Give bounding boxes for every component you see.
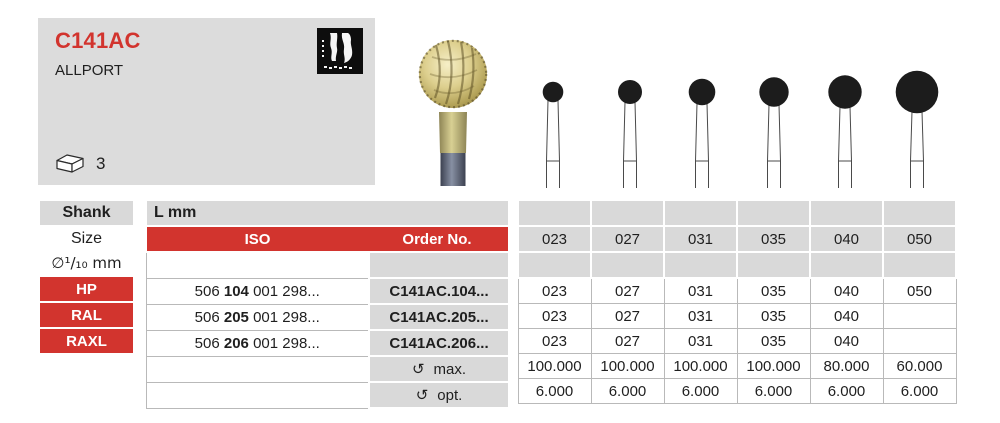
table-row-raxl-sizes <box>518 329 956 354</box>
max-speed-value: 100.000 <box>591 354 664 379</box>
max-speed-value: 100.000 <box>737 354 810 379</box>
bur-silhouette <box>759 77 788 188</box>
size-header: 027 <box>591 226 664 252</box>
speed-opt-label-cell <box>369 382 509 408</box>
iso-number-ral: 506 205 001 298... <box>146 304 369 330</box>
iso-header: ISO <box>244 230 271 248</box>
table-row-hp-sizes <box>518 278 956 304</box>
shank-header: Shank <box>39 200 134 226</box>
table-row-max-speed <box>518 354 956 379</box>
size-header: 031 <box>664 226 737 252</box>
table-row-opt-speed <box>518 379 956 404</box>
table-row <box>518 226 956 252</box>
table-row-ral-sizes <box>518 304 956 329</box>
size-values-table <box>517 199 957 404</box>
order-empty-cell <box>369 252 509 278</box>
size-value: 031 <box>664 329 737 354</box>
iso-number-raxl: 506 206 001 298... <box>146 330 369 356</box>
size-value: 031 <box>664 304 737 329</box>
product-name: ALLPORT <box>55 62 124 79</box>
size-value: 050 <box>883 278 956 304</box>
size-value: 040 <box>810 329 883 354</box>
size-header: 040 <box>810 226 883 252</box>
pack-quantity-row <box>55 152 105 175</box>
size-header: 035 <box>737 226 810 252</box>
table-row <box>518 200 956 226</box>
rotation-icon: ↺ <box>415 386 429 404</box>
size-value: 027 <box>591 278 664 304</box>
product-code: C141AC <box>55 28 141 53</box>
bur-silhouette <box>618 80 642 188</box>
size-value: 040 <box>810 278 883 304</box>
bur-silhouette <box>689 79 716 188</box>
bur-silhouette <box>543 82 564 188</box>
shank-header-table <box>38 199 135 355</box>
red-header-bar <box>146 226 509 252</box>
size-value: 035 <box>737 278 810 304</box>
rotation-icon: ↺ <box>411 360 425 378</box>
product-photo <box>408 12 498 188</box>
iso-order-table <box>145 199 510 409</box>
size-value: 023 <box>518 304 591 329</box>
max-speed-value: 60.000 <box>883 354 956 379</box>
order-no-ral: C141AC.205... <box>369 304 509 330</box>
iso-number-hp: 506 104 001 298... <box>146 278 369 304</box>
size-value: 035 <box>737 304 810 329</box>
opt-speed-value: 6.000 <box>518 379 591 404</box>
speed-max-label-cell <box>369 356 509 382</box>
max-speed-value: 100.000 <box>664 354 737 379</box>
size-header: 023 <box>518 226 591 252</box>
size-value: 027 <box>591 329 664 354</box>
package-icon <box>55 152 85 175</box>
opt-speed-value: 6.000 <box>737 379 810 404</box>
size-label: Size <box>70 230 103 247</box>
bur-silhouette <box>828 75 861 188</box>
table-row <box>518 252 956 278</box>
shank-type-ral: RAL <box>39 302 134 328</box>
shank-type-raxl: RAXL <box>39 328 134 354</box>
opt-speed-value: 6.000 <box>883 379 956 404</box>
size-value: 035 <box>737 329 810 354</box>
size-value: 031 <box>664 278 737 304</box>
size-header: 050 <box>883 226 956 252</box>
opt-speed-value: 6.000 <box>664 379 737 404</box>
l-mm-header: L mm <box>146 200 509 226</box>
order-no-header: Order No. <box>402 230 472 248</box>
size-value: 027 <box>591 304 664 329</box>
speed-opt-label: opt. <box>437 387 463 404</box>
diameter-label: ∅¹/₁₀ mm <box>51 254 122 272</box>
opt-speed-value: 6.000 <box>810 379 883 404</box>
bur-silhouettes <box>520 55 980 188</box>
max-speed-value: 80.000 <box>810 354 883 379</box>
max-speed-value: 100.000 <box>518 354 591 379</box>
size-value: 023 <box>518 278 591 304</box>
product-info-panel <box>38 18 375 185</box>
pack-quantity: 3 <box>96 153 106 173</box>
opt-speed-value: 6.000 <box>591 379 664 404</box>
iso-empty-cell <box>146 356 369 382</box>
size-value: 040 <box>810 304 883 329</box>
iso-empty-cell <box>146 252 369 278</box>
order-no-hp: C141AC.104... <box>369 278 509 304</box>
size-value <box>883 329 956 354</box>
order-no-raxl: C141AC.206... <box>369 330 509 356</box>
bur-silhouette <box>896 71 939 188</box>
size-value: 023 <box>518 329 591 354</box>
iso-empty-cell <box>146 382 369 408</box>
brand-logo-icon <box>317 28 363 74</box>
size-value <box>883 304 956 329</box>
speed-max-label: max. <box>433 361 467 378</box>
shank-type-hp: HP <box>39 276 134 302</box>
